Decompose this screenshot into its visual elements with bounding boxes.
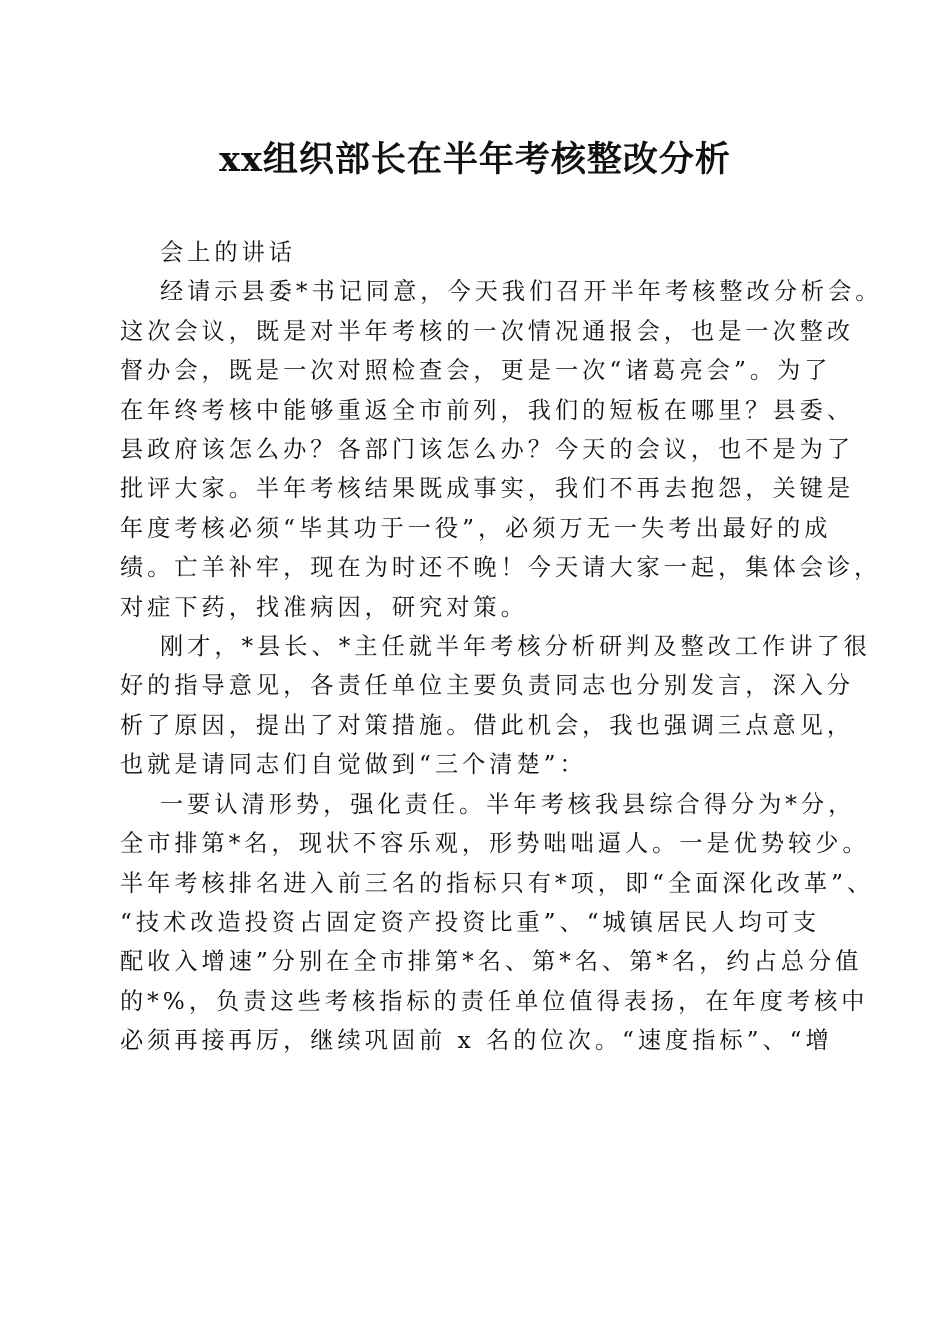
- text-line: 刚才，*县长、*主任就半年考核分析研判及整改工作讲了很: [160, 633, 871, 661]
- text-line: 的*%，负责这些考核指标的责任单位值得表扬，在年度考核中: [120, 987, 869, 1015]
- text-line: 这次会议，既是对半年考核的一次情况通报会，也是一次整改: [120, 317, 855, 345]
- text-line: 会上的讲话: [160, 239, 296, 266]
- paragraph-subtitle: [120, 233, 830, 272]
- text-line: 全市排第*名，现状不容乐观，形势咄咄逼人。一是优势较少。: [120, 830, 870, 858]
- text-line: 对症下药，找准病因，研究对策。: [120, 593, 528, 621]
- text-line: 必须再接再厉，继续巩固前 x 名的位次。“速度指标”、“增: [120, 1027, 833, 1055]
- document-body: [120, 233, 883, 1061]
- text-line: 批评大家。半年考核结果既成事实，我们不再去抱怨，关键是: [120, 475, 855, 503]
- text-line: 一要认清形势，强化责任。半年考核我县综合得分为*分，: [160, 790, 856, 818]
- text-line: 在年终考核中能够重返全市前列，我们的短板在哪里？县委、: [120, 396, 855, 424]
- paragraph-opening: [120, 272, 883, 627]
- text-line: 半年考核排名进入前三名的指标只有*项，即“全面深化改革”、: [120, 869, 875, 897]
- text-line: 年度考核必须“毕其功于一役”，必须万无一失考出最好的成: [120, 514, 832, 542]
- text-line: 配收入增速”分别在全市排第*名、第*名、第*名，约占总分值: [120, 948, 863, 976]
- text-line: 绩。亡羊补牢，现在为时还不晚！今天请大家一起，集体会诊，: [120, 554, 882, 582]
- paragraph-point-one: [120, 785, 875, 1061]
- text-line: “技术改造投资占固定资产投资比重”、“城镇居民人均可支: [120, 908, 821, 936]
- text-line: 县政府该怎么办？各部门该怎么办？今天的会议，也不是为了: [120, 436, 855, 464]
- paragraph-review: [120, 627, 871, 785]
- text-line: 好的指导意见，各责任单位主要负责同志也分别发言，深入分: [120, 672, 855, 700]
- text-line: 督办会，既是一次对照检查会，更是一次“诸葛亮会”。为了: [120, 357, 832, 385]
- text-line: 也就是请同志们自觉做到“三个清楚”：: [120, 751, 587, 779]
- text-line: 经请示县委*书记同意，今天我们召开半年考核整改分析会。: [160, 278, 883, 306]
- text-line: 析了原因，提出了对策措施。借此机会，我也强调三点意见，: [120, 711, 855, 739]
- document-title: xx组织部长在半年考核整改分析: [219, 139, 731, 180]
